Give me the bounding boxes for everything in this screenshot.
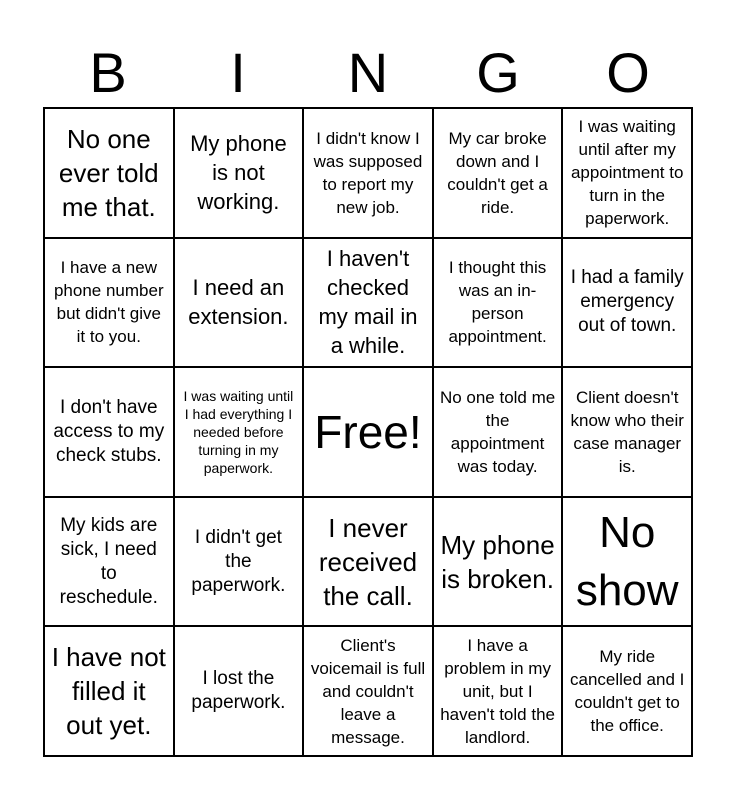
bingo-cell[interactable]: My phone is broken. — [433, 497, 563, 627]
bingo-cell[interactable]: I don't have access to my check stubs. — [44, 367, 174, 497]
header-letter-i: I — [230, 41, 246, 104]
bingo-cell[interactable]: I haven't checked my mail in a while. — [303, 238, 433, 368]
bingo-cell[interactable]: I need an extension. — [174, 238, 304, 368]
bingo-cell[interactable]: I was waiting until I had everything I needed before turning in my paperwork. — [174, 367, 304, 497]
bingo-cell[interactable]: I didn't know I was supposed to report my new job. — [303, 108, 433, 238]
bingo-board — [43, 107, 693, 757]
header-letter-g: G — [476, 41, 520, 104]
bingo-cell[interactable]: I lost the paperwork. — [174, 626, 304, 756]
bingo-cell[interactable]: I have not filled it out yet. — [44, 626, 174, 756]
header-letter-o: O — [606, 41, 650, 104]
bingo-header — [43, 40, 693, 106]
bingo-cell[interactable]: My phone is not working. — [174, 108, 304, 238]
bingo-cell[interactable]: I have a problem in my unit, but I haven't told the landlord. — [433, 626, 563, 756]
bingo-cell[interactable]: I have a new phone number but didn't give it to you. — [44, 238, 174, 368]
bingo-cell[interactable]: No one told me the appointment was today. — [433, 367, 563, 497]
bingo-cell[interactable]: I had a family emergency out of town. — [562, 238, 692, 368]
bingo-cell[interactable]: I never received the call. — [303, 497, 433, 627]
bingo-cell[interactable]: Client doesn't know who their case manager is. — [562, 367, 692, 497]
free-space-cell[interactable]: Free! — [303, 367, 433, 497]
bingo-cell[interactable]: My car broke down and I couldn't get a ride. — [433, 108, 563, 238]
bingo-cell[interactable]: I didn't get the paperwork. — [174, 497, 304, 627]
bingo-cell[interactable]: I thought this was an in-person appointment. — [433, 238, 563, 368]
bingo-cell[interactable]: My ride cancelled and I couldn't get to the office. — [562, 626, 692, 756]
header-letter-b: B — [89, 41, 127, 104]
bingo-cell[interactable]: Client's voicemail is full and couldn't leave a message. — [303, 626, 433, 756]
bingo-cell[interactable]: My kids are sick, I need to reschedule. — [44, 497, 174, 627]
bingo-cell[interactable]: No show — [562, 497, 692, 627]
bingo-cell[interactable]: No one ever told me that. — [44, 108, 174, 238]
bingo-cell[interactable]: I was waiting until after my appointment to turn in the paperwork. — [562, 108, 692, 238]
header-letter-n: N — [347, 41, 389, 104]
